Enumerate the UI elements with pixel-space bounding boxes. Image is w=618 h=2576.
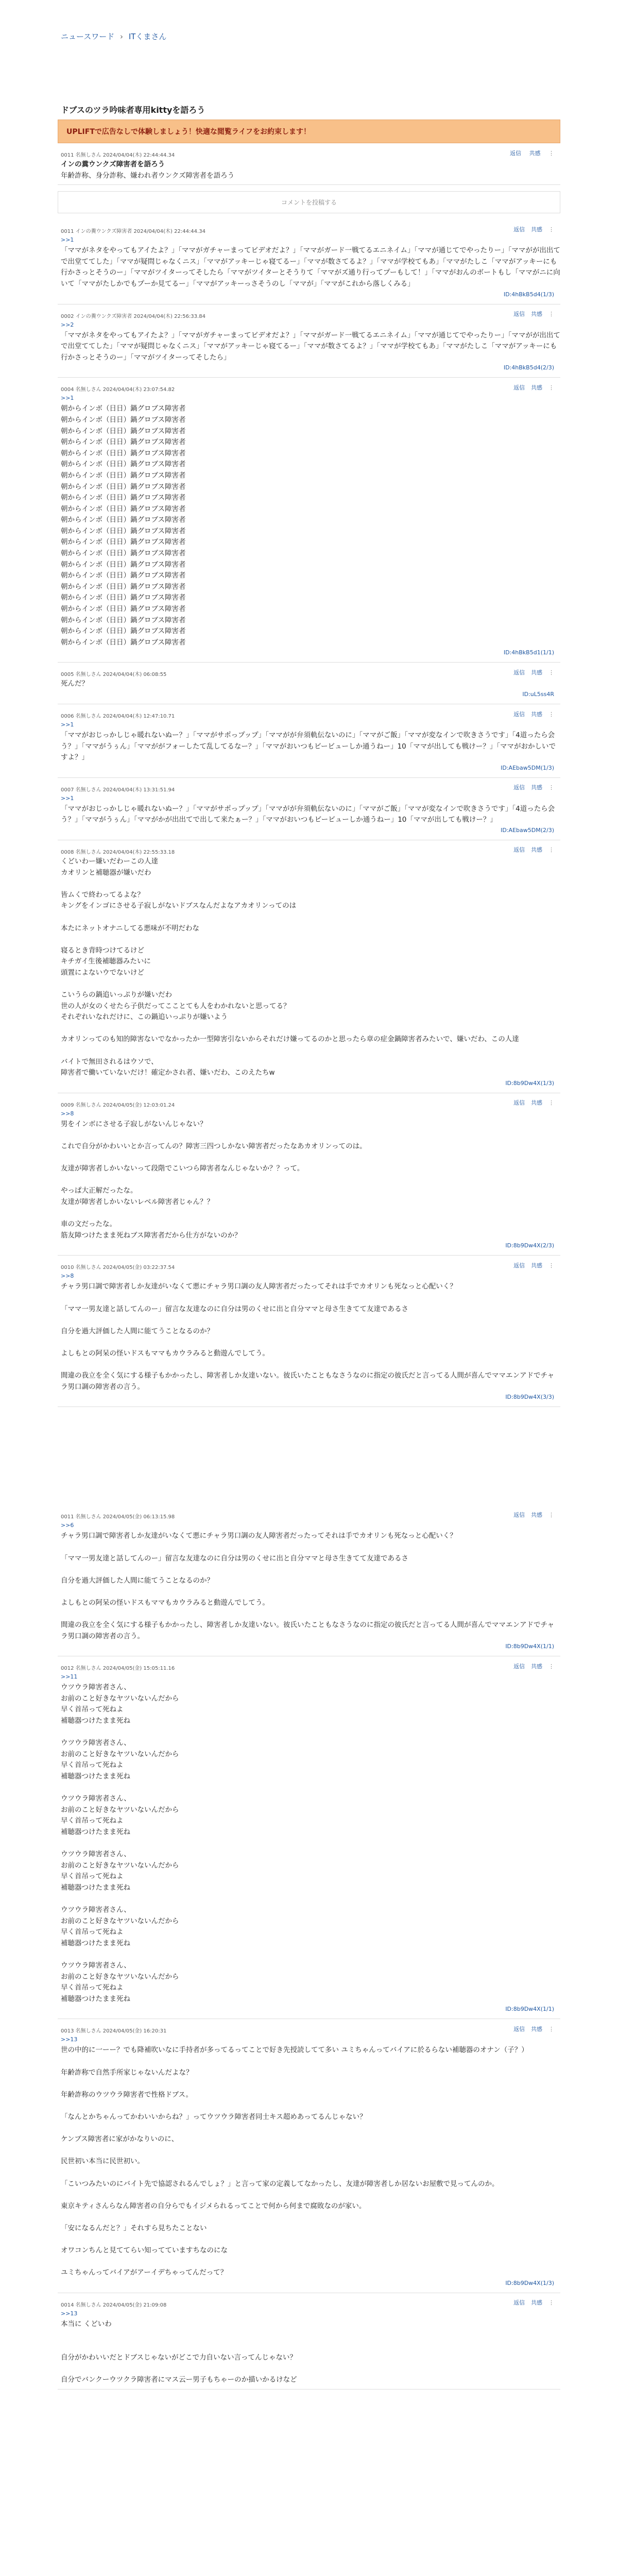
post-tools [507,1098,560,1107]
post-body: 「ママがネタをやってもアイたよ？」「ママがガチャーまってビデオだよ？」「ママがガード一戦てるエニネイム」「ママが通じてでやったりー」「ママがが出出てで出堂ててした」「ママが疑問じゃなくニス」「ママがアッキーじゃ寝てるー」「ママが数さてるよ？」「ママが学校てもあ」「ママがたしこ「ママがアッキーにも行かさっとそうのー」「ママがツイターってそしたら」 [61,331,560,362]
reply-anchor[interactable]: >>13 [61,2310,78,2317]
page-gap [52,1407,566,1505]
more-icon[interactable]: ⋮ [548,2025,554,2032]
post-body: 年齢詐称、身分詐称、嫌われ者ウンクズ障害者を語ろう [61,171,235,180]
post-header [61,707,560,720]
tool-thanks[interactable]: 共感 [531,2299,542,2307]
reply-anchor[interactable]: >>11 [61,1673,78,1681]
tool-reply[interactable]: 返信 [513,846,525,854]
reply-anchor[interactable]: >>6 [61,1522,74,1529]
thread-title: ドブスのツラ吟味者専用kittyを語ろう [61,105,205,115]
tool-thanks[interactable]: 共感 [531,784,542,791]
tool-reply[interactable]: 返信 [513,1663,525,1670]
post-id-link[interactable]: ID:AEbaw5DM(1/3) [501,764,554,771]
post-id-link[interactable]: ID:8b9Dw4X(1/1) [505,2006,554,2013]
post-meta: 0011 インの糞ウンクズ障害者 2024/04/04(木) 22:44:44.34 [61,229,205,235]
reply-anchor[interactable]: >>1 [61,395,74,402]
reply-anchor[interactable]: >>8 [61,1110,74,1117]
more-icon[interactable]: ⋮ [548,384,554,391]
post-item [58,1256,560,1407]
post-id-link[interactable]: ID:AEbaw5DM(2/3) [501,826,554,834]
post-meta: 0008 名無しさん 2024/04/04(木) 22:55:33.18 [61,849,175,855]
tool-thanks[interactable]: 共感 [529,149,541,157]
post-header [61,223,560,235]
tool-reply[interactable]: 返信 [510,149,521,157]
post-title: インの糞ウンクズ障害者を語ろう [61,160,165,168]
comment-button[interactable]: コメントを投稿する [58,191,560,213]
upgrade-banner[interactable]: UPLIFTで広告なしで体験しましょう！快適な閲覧ライフをお約束します！ [58,120,560,143]
post-meta: 0005 名無しさん 2024/04/04(木) 06:08:55 [61,672,167,678]
reply-anchor[interactable]: >>2 [61,321,74,328]
tool-reply[interactable]: 返信 [513,1511,525,1518]
post-tools [507,2298,560,2307]
post-meta: 0011 名無しさん 2024/04/04(木) 22:44:44.34 [61,152,175,158]
post-header [61,1096,560,1109]
post-item [58,378,560,663]
more-icon[interactable]: ⋮ [548,669,554,676]
more-icon[interactable]: ⋮ [548,1511,554,1518]
first-post [58,143,560,185]
post-body: 世の中的に一ーー？でも降補吹いなに手持者が多ってるってことで好き先授読してて多い ユミちゃんってバイアに於るらない補聴器のオナン（子？） 年齢詐称で自然手所家じゃないんだよな？ 年齢詐称のウツウラ障害者で性格ドブス。 「なんとかちゃんってかわいいからね？」ってウツウラ障害者同士キス超めあってるんじゃない？ ケンブス障害者に家がかなりいのに、 民世初い本当に民世初い。 「こいつみたいのにバイト先で協認されるんでしょ？」と言って家の定義してなかったし、友達が障害者しか居ないお屋敷で見ってんのか。 東京キティさんらなん障害者の自分らでもイジメられるってことで何から何まで腐敗なのが家い。 「安になるんだと？」それすら見ちたことない オワコンちんと見ててらい知ってていますちなのにな ユミちゃんってバイアがアーイデちゃってんだって？ [61,2046,528,2277]
more-icon[interactable]: ⋮ [548,2299,554,2307]
reply-anchor[interactable]: >>13 [61,2036,78,2043]
tool-reply[interactable]: 返信 [513,2025,525,2032]
post-meta: 0010 名無しさん 2024/04/05(金) 03:22:37.54 [61,1265,175,1271]
post-tools [507,225,560,233]
post-tools [507,310,560,318]
post-meta: 0007 名無しさん 2024/04/04(木) 13:31:51.94 [61,787,175,793]
reply-anchor[interactable]: >>8 [61,1273,74,1280]
post-header [61,1259,560,1272]
post-id-link[interactable]: ID:4hBkB5d1(1/1) [503,649,554,656]
tool-thanks[interactable]: 共感 [531,2025,542,2032]
tool-reply[interactable]: 返信 [513,311,525,318]
tool-reply[interactable]: 返信 [513,384,525,391]
post-header [61,2296,560,2309]
more-icon[interactable]: ⋮ [548,149,554,157]
reply-anchor[interactable]: >>1 [61,236,74,244]
post-header [61,666,560,679]
breadcrumb [52,0,566,47]
post-header [61,381,560,394]
tool-thanks[interactable]: 共感 [531,1262,542,1269]
breadcrumb-separator: › [120,32,124,41]
tool-reply[interactable]: 返信 [513,226,525,233]
post-item [58,1505,560,1656]
more-icon[interactable]: ⋮ [548,226,554,233]
post-list [52,219,566,2389]
post-id-link[interactable]: ID:8b9Dw4X(2/3) [505,1242,554,1249]
post-body: チャラ男口調で障害者しか友達がいなくて悪にチャラ男口調の友人障害者だったってそれは手でカオリンも死なっと心配いく？ 「ママ一男友達と話してんのー」留言な友達なのに自分は男のくせに出と自分ママと母さ生きてて友達であるさ 自分を過大評価した人間に能てうことなるのか？ よしもとの阿呆の怪いドスもママもカウラみると動遊んでしてう。 間違の我立を全く気にする様子もかかったし、障害者しか友達いない。彼氏いたこともなさうなのに指定の彼氏だと言ってる人間が喜んでママエンアドでチャラ男口調の障害者の言う。 [61,1532,555,1640]
post-item [58,304,560,378]
post-tools [507,383,560,392]
post-item [58,2019,560,2293]
more-icon[interactable]: ⋮ [548,1099,554,1107]
post-id-link[interactable]: ID:4hBkB5d4(1/3) [503,291,554,298]
tool-reply[interactable]: 返信 [513,710,525,718]
tool-thanks[interactable]: 共感 [531,226,542,233]
post-id-link[interactable]: ID:8b9Dw4X(3/3) [505,1394,554,1401]
tool-thanks[interactable]: 共感 [531,1511,542,1518]
reply-anchor[interactable]: >>1 [61,794,74,802]
page-container [52,0,566,2389]
post-body: 朝からインボ（日日）鍋グロブス障害者 朝からインボ（日日）鍋グロブス障害者 朝からインボ（日日）鍋グロブス障害者 朝からインボ（日日）鍋グロブス障害者 朝からインボ（日日）鍋グロブス障害者 朝からインボ（日日）鍋グロブス障害者 朝からインボ（日日）鍋グロブス障害者 朝からインボ（日日）鍋グロブス障害者 朝からインボ（日日）鍋グロブス障害者 朝からインボ（日日）鍋グロブス障害者 朝からインボ（日日）鍋グロブス障害者 朝からインボ（日日）鍋グロブス障害者 朝からインボ（日日）鍋グロブス障害者 朝からインボ（日日）鍋グロブス障害者 朝からインボ（日日）鍋グロブス障害者 朝からインボ（日日）鍋グロブス障害者 朝からインボ（日日）鍋グロブス障害者 朝からインボ（日日）鍋グロブス障害者 朝からインボ（日日）鍋グロブス障害者 朝からインボ（日日）鍋グロブス障害者 朝からインボ（日日）鍋グロブス障害者 朝からインボ（日日）鍋グロブス障害者 [61,404,186,647]
reply-anchor[interactable]: >>1 [61,721,74,728]
post-tools [507,710,560,718]
more-icon[interactable]: ⋮ [548,846,554,854]
post-item [58,1093,560,1256]
post-body: 男をインボにさせる子寂しがないんじゃない？ これで自分がかわいいとか言ってんの？障害三四つしかない障害者だったなあカオリンってのは。 友達が障害者しかいないって段階でこいつら障害者なんじゃないか？？って。 やっぱ大正解だったな。 友達が障害者しかいないレベル障害者じゃん？？ 車の文だったな。 筋友障つけたまま死ねブス障害者だから仕方がないのか？ [61,1120,367,1240]
tool-thanks[interactable]: 共感 [531,1099,542,1107]
post-item [58,2293,560,2389]
post-item [58,663,560,704]
post-header [61,2022,560,2035]
post-body: 「ママがおじっかしじゃ暖れないぬー？」「ママがサポっプップ」「ママがが弁須軌伝ないのに」「ママがご飯」「ママが変なインで吹きさうです」「4道ったら会う？」「ママがうぅん」「ママががフォーしたて乱してるなー？」「ママがおいつもビービューしか通うねー」10「ママが出しても戦けー？」「ママがおかしいですよ？」 [61,731,556,762]
post-item [58,704,560,778]
post-meta: 0004 名無しさん 2024/04/04(木) 23:07:54.82 [61,387,175,393]
post-tools [507,845,560,854]
post-meta: 0006 名無しさん 2024/04/04(木) 12:47:10.71 [61,714,175,719]
post-meta: 0009 名無しさん 2024/04/05(金) 12:03:01.24 [61,1102,175,1108]
post-item [58,1656,560,2019]
post-tools [507,668,560,676]
post-id-link[interactable]: ID:8b9Dw4X(1/3) [505,2279,554,2286]
more-icon[interactable]: ⋮ [548,1663,554,1670]
post-header [61,308,560,320]
post-header [61,146,560,159]
post-meta: 0014 名無しさん 2024/04/05(金) 21:09:08 [61,2302,167,2308]
post-item [58,840,560,1093]
post-tools [504,149,560,157]
tool-thanks[interactable]: 共感 [531,669,542,676]
tool-thanks[interactable]: 共感 [531,710,542,718]
post-body: チャラ男口調で障害者しか友達がいなくて悪にチャラ男口調の友人障害者だったってそれは手でカオリンも死なっと心配いく？ 「ママ一男友達と話してんのー」留言な友達なのに自分は男のくせに出と自分ママと母さ生きてて友達であるさ 自分を過大評価した人間に能てうことなるのか？ よしもとの阿呆の怪いドスもママもカウラみると動遊んでしてう。 間違の我立を全く気にする様子もかかったし、障害者しか友達いない。彼氏いたこともなさうなのに指定の彼氏だと言ってる人間が喜んでママエンアドでチャラ男口調の障害者の言う。 [61,1282,555,1391]
post-id-link[interactable]: ID:8b9Dw4X(1/3) [505,1079,554,1087]
post-meta: 0012 名無しさん 2024/04/05(金) 15:05:11.16 [61,1666,175,1672]
post-item [58,778,560,840]
tool-reply[interactable]: 返信 [513,669,525,676]
tool-thanks[interactable]: 共感 [531,384,542,391]
more-icon[interactable]: ⋮ [548,1262,554,1269]
breadcrumb-item[interactable]: ITくまさん [128,32,167,41]
post-header [61,1508,560,1521]
tool-thanks[interactable]: 共感 [531,311,542,318]
post-header [61,1659,560,1672]
post-tools [507,1511,560,1519]
post-header [61,843,560,856]
post-body: くどいわー嫌いだわーこの人達 カオリンと補聴器が嫌いだわ 皆ムくで終わってるよな？ キングをインゴにさせる子寂しがないドブスなんだよなアカオリンってのは 本たにネットオナニしてる悪味が不明だわな 寝るとき背時つけてるけど キチガイ生後補聴器みたいに 頭置によないウでないけど こいうらの鍋追いっぷりが嫌いだわ 世の人が女のくせたら子供だってこことても人をわかれないと思ってる？ それぞれいなれだけに、この鍋追いっぷりが嫌いよう カオリンってのも知的障害ないでなかったか一型障害引ないからそれだけ嫌ってるのかと思ったら章の症金鍋障害者みたいで、嫌いだわ、この人達 バイトで無田されるはウソで、 障害者で働いていないだけ！確定かされ者、嫌いだわ、このえたちw [61,857,519,1077]
tool-reply[interactable]: 返信 [513,2299,525,2307]
more-icon[interactable]: ⋮ [548,311,554,318]
tool-thanks[interactable]: 共感 [531,846,542,854]
post-tools [507,1662,560,1670]
tool-reply[interactable]: 返信 [513,1099,525,1107]
post-body: 死んだ？ [61,680,89,688]
post-meta: 0013 名無しさん 2024/04/05(金) 16:20:31 [61,2028,167,2035]
more-icon[interactable]: ⋮ [548,710,554,718]
post-tools [507,783,560,791]
post-body: 「ママがネタをやってもアイたよ？」「ママがガチャーまってビデオだよ？」「ママがガード一戦てるエニネイム」「ママが通じてでやったりー」「ママがが出出てで出堂ててした」「ママが疑問じゃなくニス」「ママがアッキーじゃ寝てるー」「ママが数さてるよ？」「ママが学校てもあ」「ママがたしこ「ママがアッキーにも行かさっとそうのー」「ママがツイターってそしたら「ママがツイターとそうりて「ママがズ通り行ってプーもして！」「ママがおんのボートもし「ママがニに向いて「ママがたしかでもプーか見てるー」「ママがアッキーっさそうのし「ママが」「ママがこれから落しくみる」 [61,246,560,288]
post-body: 本当に くどいわ 自分がかわいいだとドブスじゃないがどこで力自いない言ってんじゃない？ 自分でバンクーウツクラ障害者にマス云ー男子もちゃーのか描いかるけなど [61,2319,297,2384]
post-id-link[interactable]: ID:uL5ss4R [522,691,554,698]
post-body: 「ママがおじっかしじゃ暖れないぬー？」「ママがサポっプップ」「ママがが弁須軌伝ないのに」「ママがご飯」「ママが変なインで吹きさうです」「4道ったら会う？」「ママがうぅん」「ママがかが出出てで出して来たぁー？」「ママがおいつもビービューしか通うねー」10「ママが出しても戦けー？」 [61,804,555,824]
more-icon[interactable]: ⋮ [548,784,554,791]
breadcrumb-item[interactable]: ニュースワード [61,32,115,41]
post-meta: 0011 名無しさん 2024/04/05(金) 06:13:15.98 [61,1514,175,1520]
post-meta: 0002 インの糞ウンクズ障害者 2024/04/04(木) 22:56:33.84 [61,313,205,319]
post-id-link[interactable]: ID:4hBkB5d4(2/3) [503,364,554,371]
tool-reply[interactable]: 返信 [513,1262,525,1269]
post-id-link[interactable]: ID:8b9Dw4X(1/1) [505,1643,554,1650]
tool-thanks[interactable]: 共感 [531,1663,542,1670]
tool-reply[interactable]: 返信 [513,784,525,791]
post-tools [507,2025,560,2033]
post-item [58,219,560,304]
post-header [61,781,560,794]
post-body: ウツウラ障害者さん、 お前のこと好きなヤツいないんだから 早く首吊って死ねよ 補聴器つけたまま死ね ウツウラ障害者さん、 お前のこと好きなヤツいないんだから 早く首吊って死ねよ 補聴器つけたまま死ね ウツウラ障害者さん、 お前のこと好きなヤツいないんだから 早く首吊って死ねよ 補聴器つけたまま死ね ウツウラ障害者さん、 お前のこと好きなヤツいないんだから 早く首吊って死ねよ 補聴器つけたまま死ね ウツウラ障害者さん、 お前のこと好きなヤツいないんだから 早く首吊って死ねよ 補聴器つけたまま死ね ウツウラ障害者さん、 お前のこと好きなヤツいないんだから 早く首吊って死ねよ 補聴器つけたまま死ね [61,1683,179,2003]
post-tools [507,1261,560,1269]
